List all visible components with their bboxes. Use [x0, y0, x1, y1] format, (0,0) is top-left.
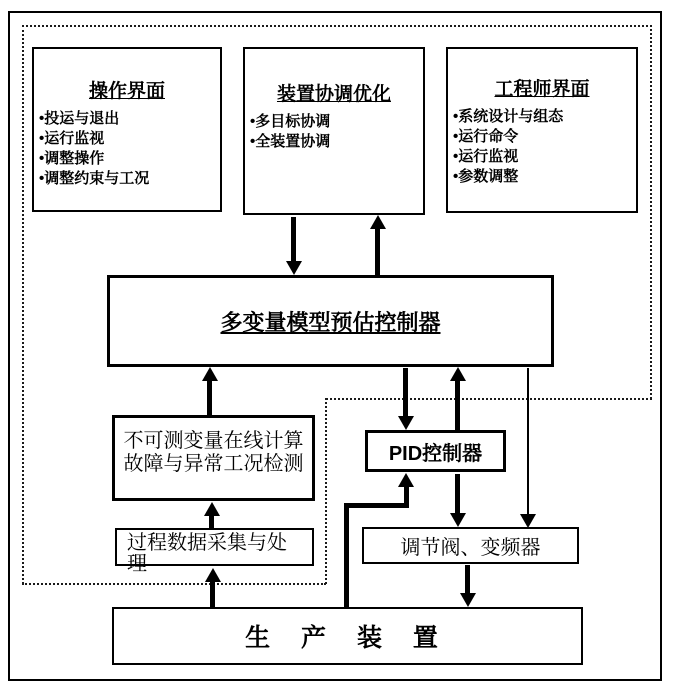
dotted-border-notch-horizontal — [326, 398, 652, 400]
engineer-interface-title: 工程师界面 — [494, 79, 590, 100]
actuator-label: 调节阀、变频器 — [400, 537, 541, 559]
list-item: •多目标协调 — [250, 113, 331, 130]
online-estimation-line1: 不可测变量在线计算 — [123, 430, 304, 452]
engineer-interface-list — [448, 107, 636, 187]
operator-interface-box — [32, 47, 222, 212]
dotted-border-right — [650, 25, 652, 399]
engineer-interface-box — [446, 47, 638, 213]
pid-controller-label: PID控制器 — [388, 442, 483, 465]
list-item: •运行命令 — [453, 128, 519, 145]
list-item: •系统设计与组态 — [453, 108, 564, 125]
dotted-border-bottom — [22, 583, 326, 585]
data-acquisition-box — [115, 528, 314, 575]
list-item: •调整操作 — [39, 150, 105, 167]
mpc-controller-box — [107, 275, 554, 367]
dotted-border-notch-vertical — [325, 398, 327, 584]
list-item: •运行监视 — [39, 130, 105, 147]
list-item: •参数调整 — [453, 168, 519, 185]
coordination-optimization-title: 装置协调优化 — [276, 84, 391, 105]
production-plant-label: 生 产 装 置 — [245, 624, 450, 652]
online-estimation-box — [112, 415, 315, 501]
actuator-box — [362, 527, 579, 564]
coordination-optimization-box — [243, 47, 425, 215]
operator-interface-title: 操作界面 — [88, 81, 165, 102]
data-acquisition-line2: 理 — [127, 553, 147, 575]
mpc-controller-label: 多变量模型预估控制器 — [220, 309, 441, 335]
list-item: •调整约束与工况 — [39, 170, 150, 187]
pid-controller-box — [365, 430, 506, 472]
list-item: •全装置协调 — [250, 133, 331, 150]
production-plant-box — [112, 607, 583, 665]
dotted-border-top — [22, 25, 652, 27]
dotted-border-left — [22, 25, 24, 584]
data-acquisition-line1: 过程数据采集与处 — [127, 532, 287, 554]
list-item: •投运与退出 — [39, 110, 120, 127]
online-estimation-line2: 故障与异常工况检测 — [123, 453, 304, 475]
operator-interface-list — [34, 109, 220, 189]
coordination-optimization-list — [245, 112, 423, 152]
list-item: •运行监视 — [453, 148, 519, 165]
